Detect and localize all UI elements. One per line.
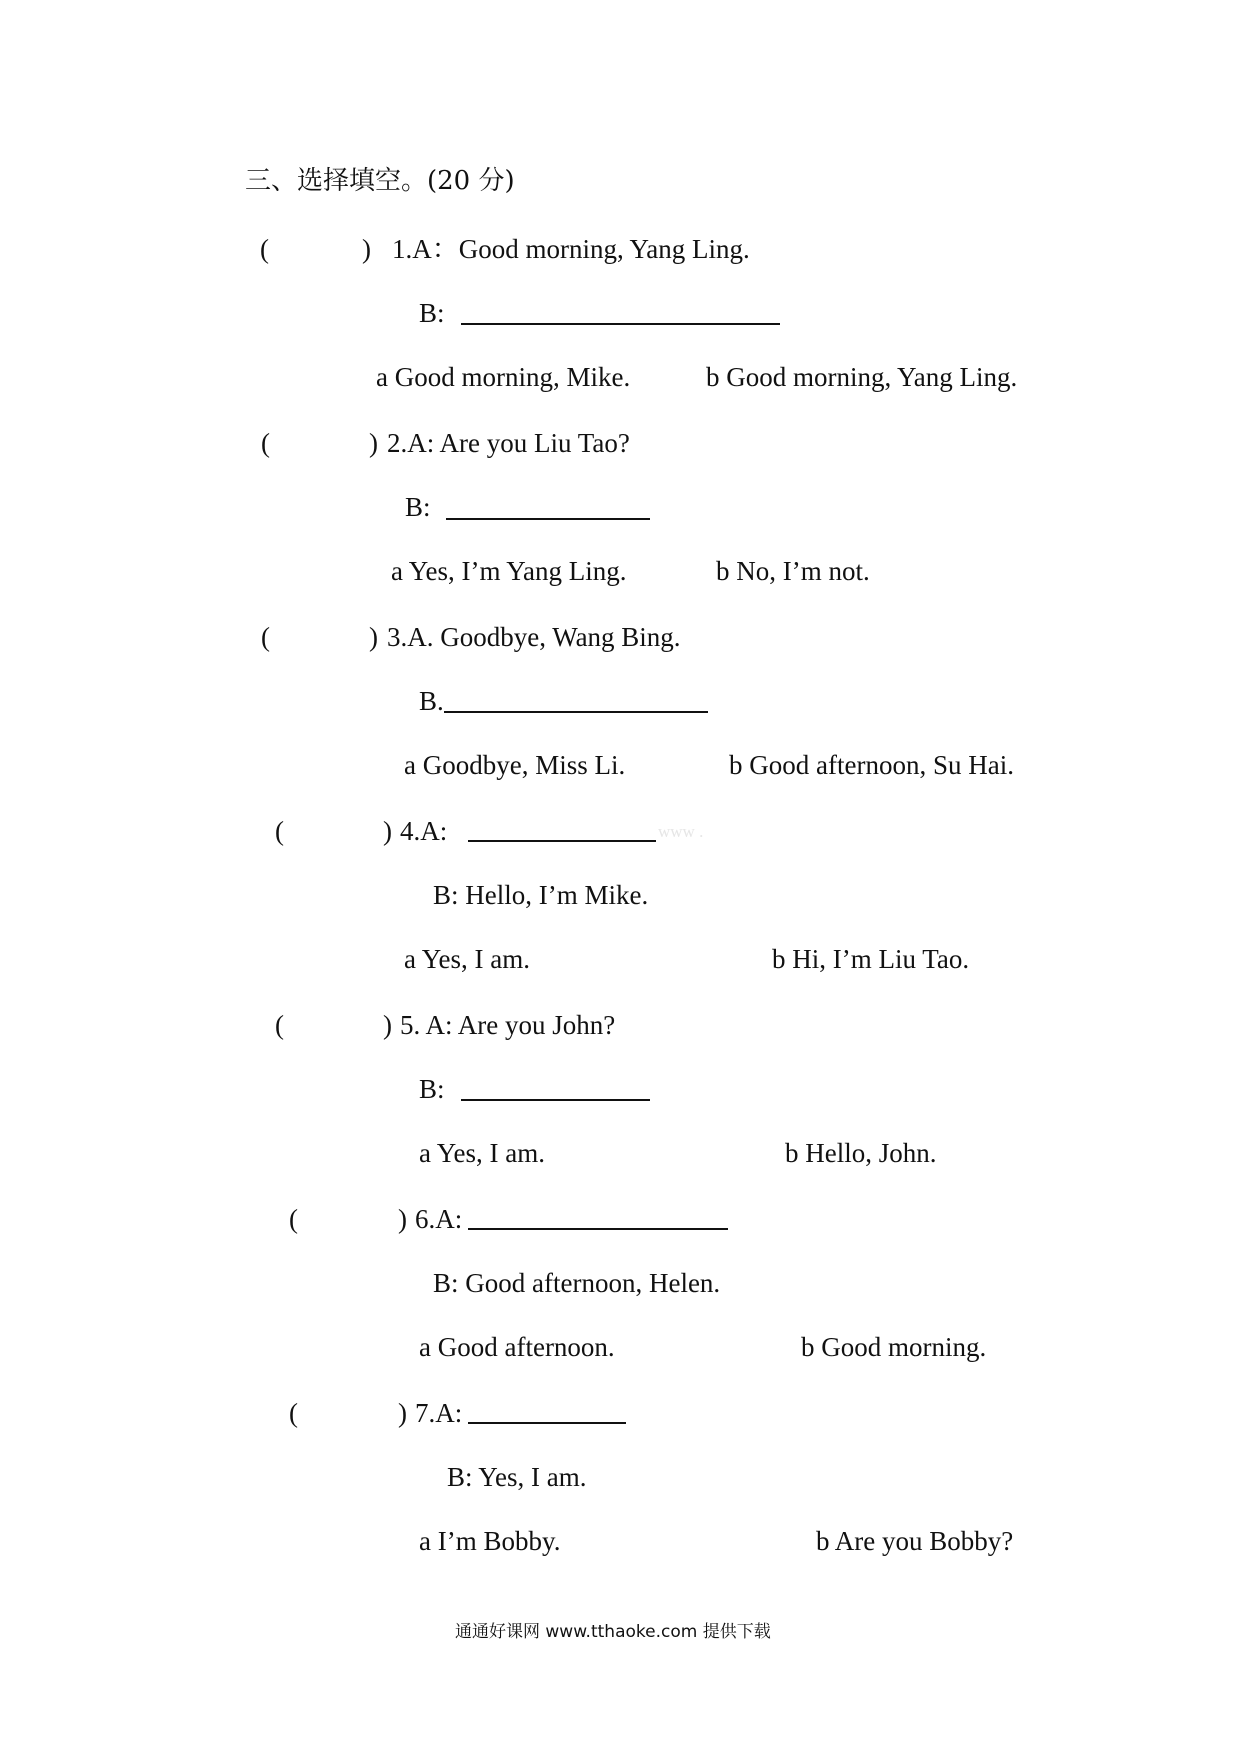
answer-paren-open: ( xyxy=(289,1398,298,1428)
answer-paren-close: ) xyxy=(383,816,392,846)
reply-label: B: xyxy=(419,1074,445,1104)
reply-label: B. xyxy=(419,686,444,716)
answer-paren-open: ( xyxy=(275,1010,284,1040)
option-b: b Hello, John. xyxy=(785,1138,937,1168)
option-b: b No, I’m not. xyxy=(716,556,870,586)
answer-paren-open: ( xyxy=(289,1204,298,1234)
option-a: a Yes, I am. xyxy=(404,944,530,974)
reply-line: B: Hello, I’m Mike. xyxy=(433,880,649,910)
reply-line: B: Yes, I am. xyxy=(447,1462,587,1492)
answer-paren-open: ( xyxy=(275,816,284,846)
question-prompt: 7.A: xyxy=(415,1398,463,1428)
question-prompt: 1.A：Good morning, Yang Ling. xyxy=(392,234,750,264)
reply-label: B: xyxy=(405,492,431,522)
option-a: a I’m Bobby. xyxy=(419,1526,561,1556)
footer-credit: 通通好课网 www.tthaoke.com 提供下载 xyxy=(455,1622,771,1642)
answer-paren-close: ) xyxy=(383,1010,392,1040)
answer-paren-open: ( xyxy=(261,622,270,652)
answer-blank[interactable] xyxy=(468,1228,728,1230)
answer-blank[interactable] xyxy=(444,711,708,713)
answer-blank[interactable] xyxy=(468,840,656,842)
option-b: b Are you Bobby? xyxy=(816,1526,1014,1556)
answer-paren-close: ) xyxy=(362,234,371,264)
section-title: 三、选择填空。(20 分) xyxy=(245,166,515,196)
answer-blank[interactable] xyxy=(461,1099,650,1101)
watermark-fragment: www . xyxy=(658,822,704,841)
answer-blank[interactable] xyxy=(461,323,780,325)
answer-paren-close: ) xyxy=(369,622,378,652)
option-a: a Good afternoon. xyxy=(419,1332,615,1362)
option-b: b Good morning. xyxy=(801,1332,987,1362)
question-prompt: 6.A: xyxy=(415,1204,463,1234)
answer-paren-close: ) xyxy=(398,1204,407,1234)
option-b: b Hi, I’m Liu Tao. xyxy=(772,944,970,974)
answer-blank[interactable] xyxy=(468,1422,626,1424)
answer-blank[interactable] xyxy=(446,518,650,520)
answer-paren-close: ) xyxy=(398,1398,407,1428)
answer-paren-open: ( xyxy=(260,234,269,264)
question-prompt: 2.A: Are you Liu Tao? xyxy=(387,428,630,458)
answer-paren-open: ( xyxy=(261,428,270,458)
option-b: b Good morning, Yang Ling. xyxy=(706,362,1018,392)
option-a: a Yes, I’m Yang Ling. xyxy=(391,556,627,586)
option-a: a Yes, I am. xyxy=(419,1138,545,1168)
question-prompt: 3.A. Goodbye, Wang Bing. xyxy=(387,622,681,652)
reply-label: B: xyxy=(419,298,445,328)
option-a: a Goodbye, Miss Li. xyxy=(404,750,626,780)
answer-paren-close: ) xyxy=(369,428,378,458)
option-b: b Good afternoon, Su Hai. xyxy=(729,750,1014,780)
reply-line: B: Good afternoon, Helen. xyxy=(433,1268,721,1298)
question-prompt: 5. A: Are you John? xyxy=(400,1010,616,1040)
option-a: a Good morning, Mike. xyxy=(376,362,631,392)
question-prompt: 4.A: xyxy=(400,816,448,846)
